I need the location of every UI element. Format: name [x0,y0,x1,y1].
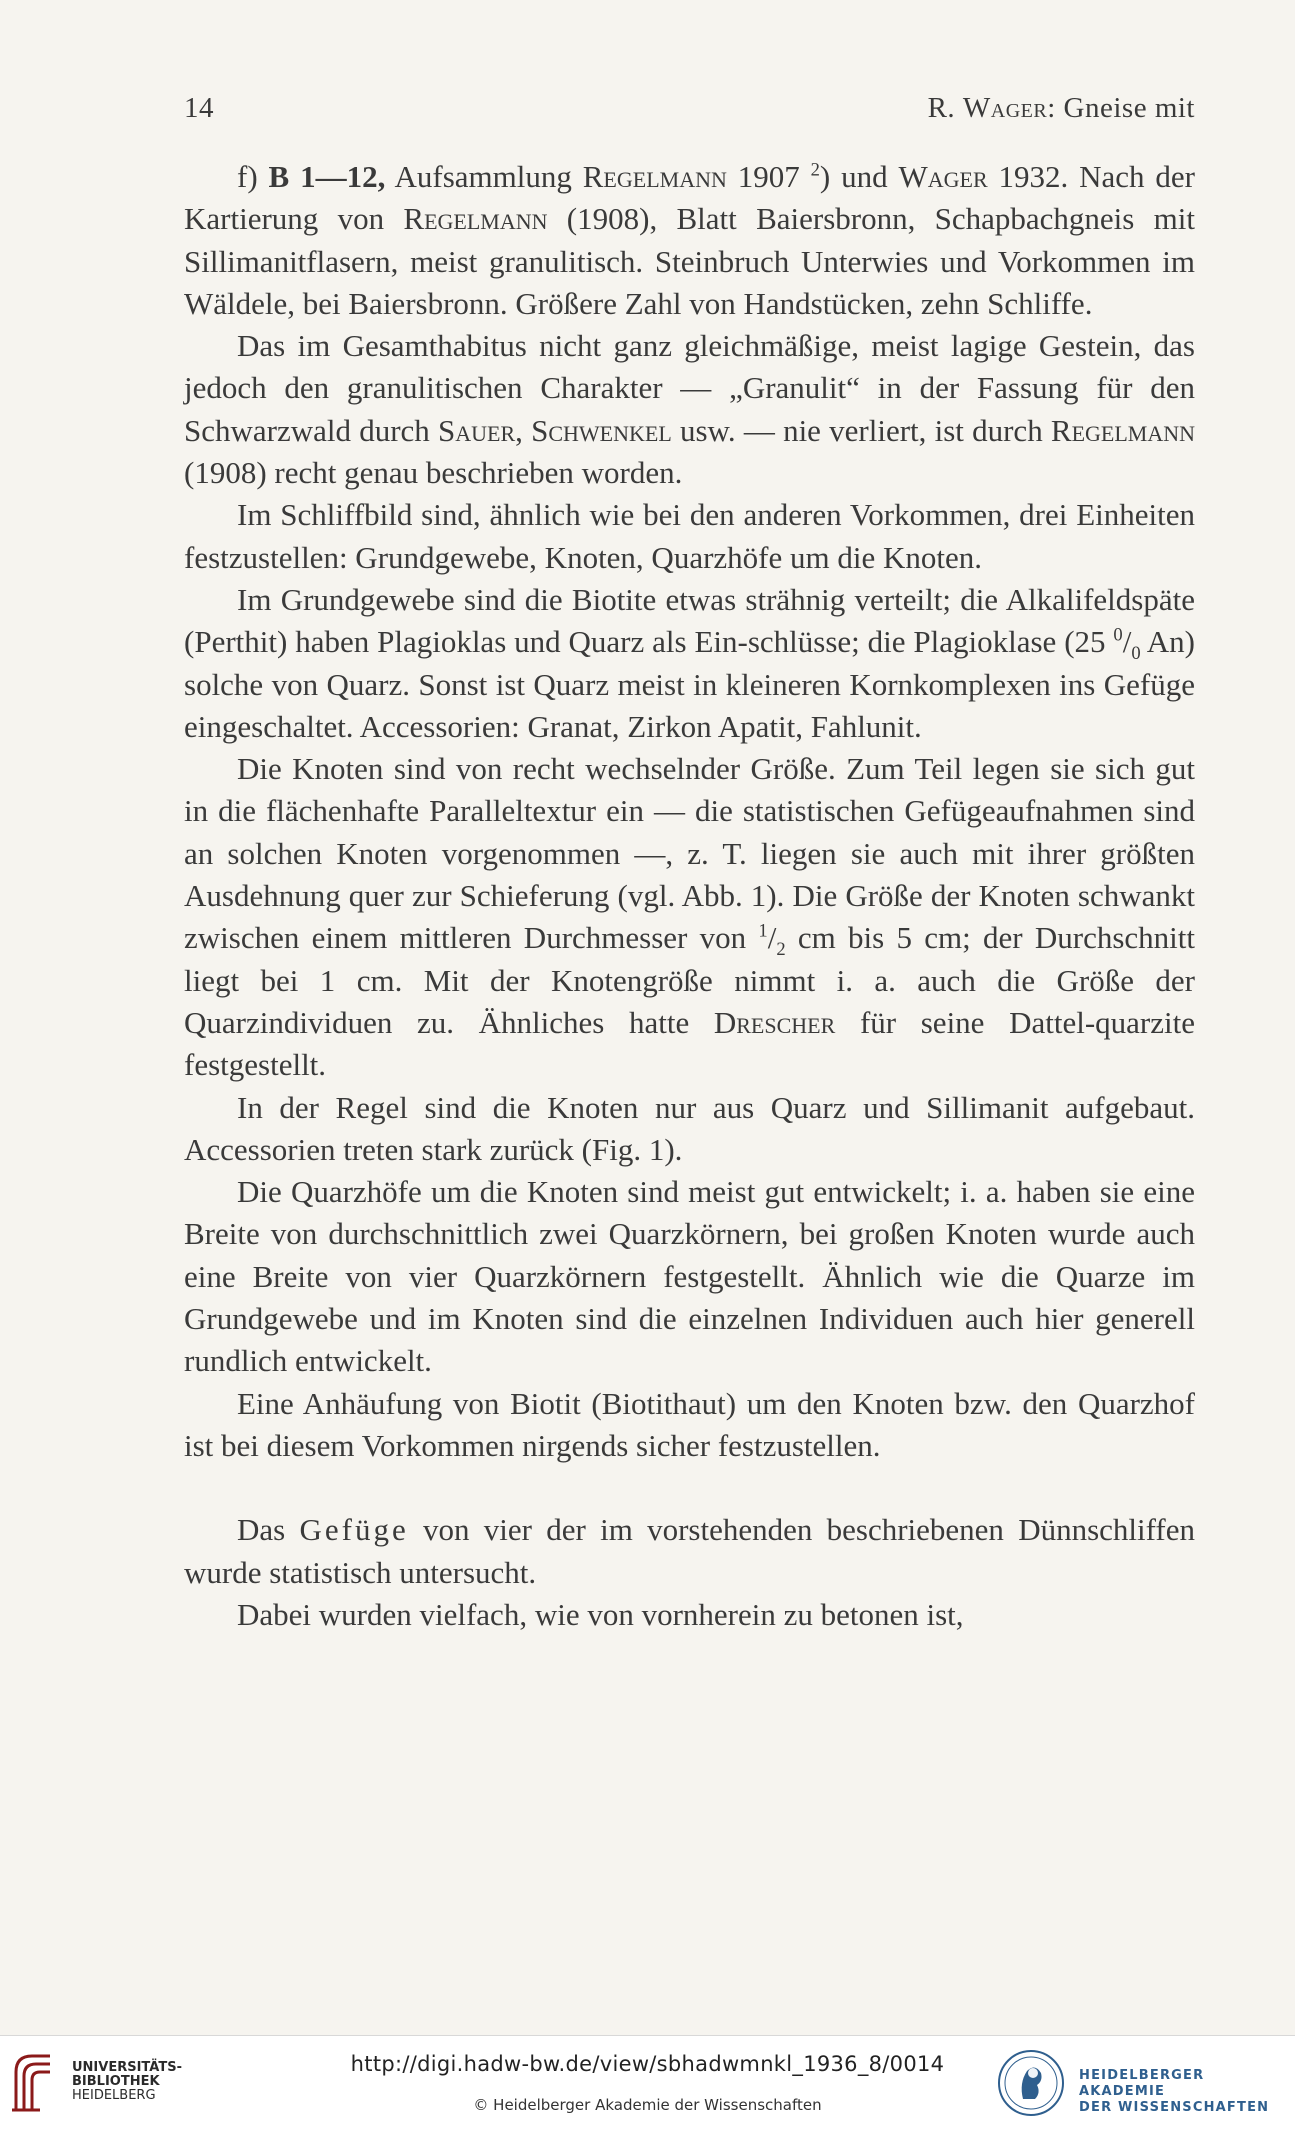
author-reference: Regelmann [1050,412,1196,448]
author-reference: Regelmann [403,201,548,237]
author-initial: R. [927,92,956,124]
paragraph [184,156,1195,325]
text-run: Im Schliffbild sind, ähnlich wie bei den anderen Vorkommen, drei Einheiten festzustellen: Grundgewebe, Knoten, Quarzhöfe um die Knoten. [184,497,1195,575]
text-run: Das [237,1512,300,1548]
text-run: / [1122,624,1132,660]
text-run: (1908) recht genau beschrieben worden. [184,455,683,491]
text-run: Im Grundgewebe sind die Biotite etwas strähnig verteilt; die Alkalifeldspäte (Perthit) haben Plagioklas und Quarz als Ein-schlüsse; die Plagioklase (25 [184,581,1195,660]
paragraph [184,579,1195,748]
author-reference: Sauer [437,412,516,448]
footer-bar [0,2035,1295,2129]
text-run: ) und [819,159,899,194]
text-run: für seine Dattel-quarzite festgestellt. [184,1004,1195,1083]
text-run: 1932. Nach der Kartierung von [184,159,1195,237]
text-run: 1907 [726,159,811,194]
academy-line-2: DER WISSENSCHAFTEN [1079,2100,1270,2115]
text-run: B 1—12, [268,159,386,194]
text-run: 0 [1131,643,1141,665]
text-run: usw. — nie verliert, ist durch [671,412,1051,448]
paragraph [184,325,1195,494]
text-run: / [767,920,777,956]
author-name: Wager [962,92,1048,124]
text-run: von vier der im vorstehenden beschriebenen Dünnschliffen wurde statistisch untersucht. [184,1512,1195,1590]
text-run: 2 [776,939,786,961]
permalink-url[interactable]: http://digi.hadw-bw.de/view/sbhadwmnkl_1936_8/0014 [350,2052,945,2076]
text-run: An) solche von Quarz. Sonst ist Quarz meist in kleineren Kornkomplexen ins Gefüge eingeschaltet. Accessorien: Granat, Zirkon Apatit, Fahlunit. [184,624,1196,744]
academy-seal-icon [997,2049,1065,2117]
text-run: 2 [810,159,820,181]
text-run: Das im Gesamthabitus nicht ganz gleichmäßige, meist lagige Gestein, das jedoch den granulitischen Charakter — „Granulit“ in der Fassung für den Schwarzwald durch [184,328,1195,448]
text-run: , [515,412,532,448]
copyright-notice: © Heidelberger Akademie der Wissenschaften [473,2096,822,2114]
text-run: Gefüge [299,1512,409,1548]
paragraph [184,1087,1195,1172]
text-run: cm bis 5 cm; der Durchschnitt liegt bei 1 cm. Mit der Knotengröße nimmt i. a. auch die Größe der Quarzindividuen zu. Ähnliches hatte [184,920,1196,1040]
text-run: (1908), Blatt Baiersbronn, Schapbachgneis mit Sillimanitflasern, meist granulitisch. Steinbruch Unterwies und Vorkommen im Wäldele, bei Baiersbronn. Größere Zahl von Handstücken, zehn Schliffe. [184,201,1195,321]
paragraph [184,1171,1195,1382]
author-reference: Drescher [713,1004,836,1040]
paragraph [184,748,1195,1086]
text-run: In der Regel sind die Knoten nur aus Quarz und Sillimanit aufgebaut. Accessorien treten stark zurück (Fig. 1). [184,1089,1195,1167]
library-line-3: HEIDELBERG [72,2088,156,2103]
text-run: 1 [758,921,768,943]
author-reference: Schwenkel [531,412,672,448]
body-text [184,156,1195,1636]
paragraph [184,494,1195,579]
text-run: Die Quarzhöfe um die Knoten sind meist gut entwickelt; i. a. haben sie eine Breite von durchschnittlich zwei Quarzkörnern, bei großen Knoten wurde auch eine Breite von vier Quarzkörnern festgestellt. Ähnlich wie die Quarze im Grundgewebe und im Knoten sind die einzelnen Individuen auch hier generell rundlich entwickelt. [184,1174,1195,1379]
library-line-1: UNIVERSITÄTS- [72,2060,182,2075]
running-title [928,92,1195,125]
text-run: f) [237,159,269,194]
text-run: 0 [1113,624,1123,646]
text-run: Dabei wurden vielfach, wie von vornherein zu betonen ist, [237,1596,964,1632]
author-reference: Wager [898,159,988,194]
library-line-2: BIBLIOTHEK [72,2074,160,2089]
page-number: 14 [184,92,214,124]
author-reference: Regelmann [582,159,727,194]
paragraph [184,1509,1195,1594]
academy-line-1: HEIDELBERGER AKADEMIE [1079,2068,1205,2099]
text-run: Aufsammlung [385,159,583,194]
paragraph [184,1383,1195,1468]
title-part: : Gneise mit [1047,92,1195,124]
academy-name [1079,2068,1295,2116]
text-run: Eine Anhäufung von Biotit (Biotithaut) um den Knoten bzw. den Quarzhof ist bei diesem Vorkommen nirgends sicher festzustellen. [184,1385,1195,1463]
paragraph [184,1594,1195,1636]
text-run: Die Knoten sind von recht wechselnder Größe. Zum Teil legen sie sich gut in die flächenhafte Paralleltextur ein — die statistischen Gefügeaufnahmen sind an solchen Knoten vorgenommen —, z. T. liegen sie auch mit ihrer größten Ausdehnung quer zur Schieferung (vgl. Abb. 1). Die Größe der Knoten schwankt zwischen einem mittleren Durchmesser von [184,751,1195,956]
